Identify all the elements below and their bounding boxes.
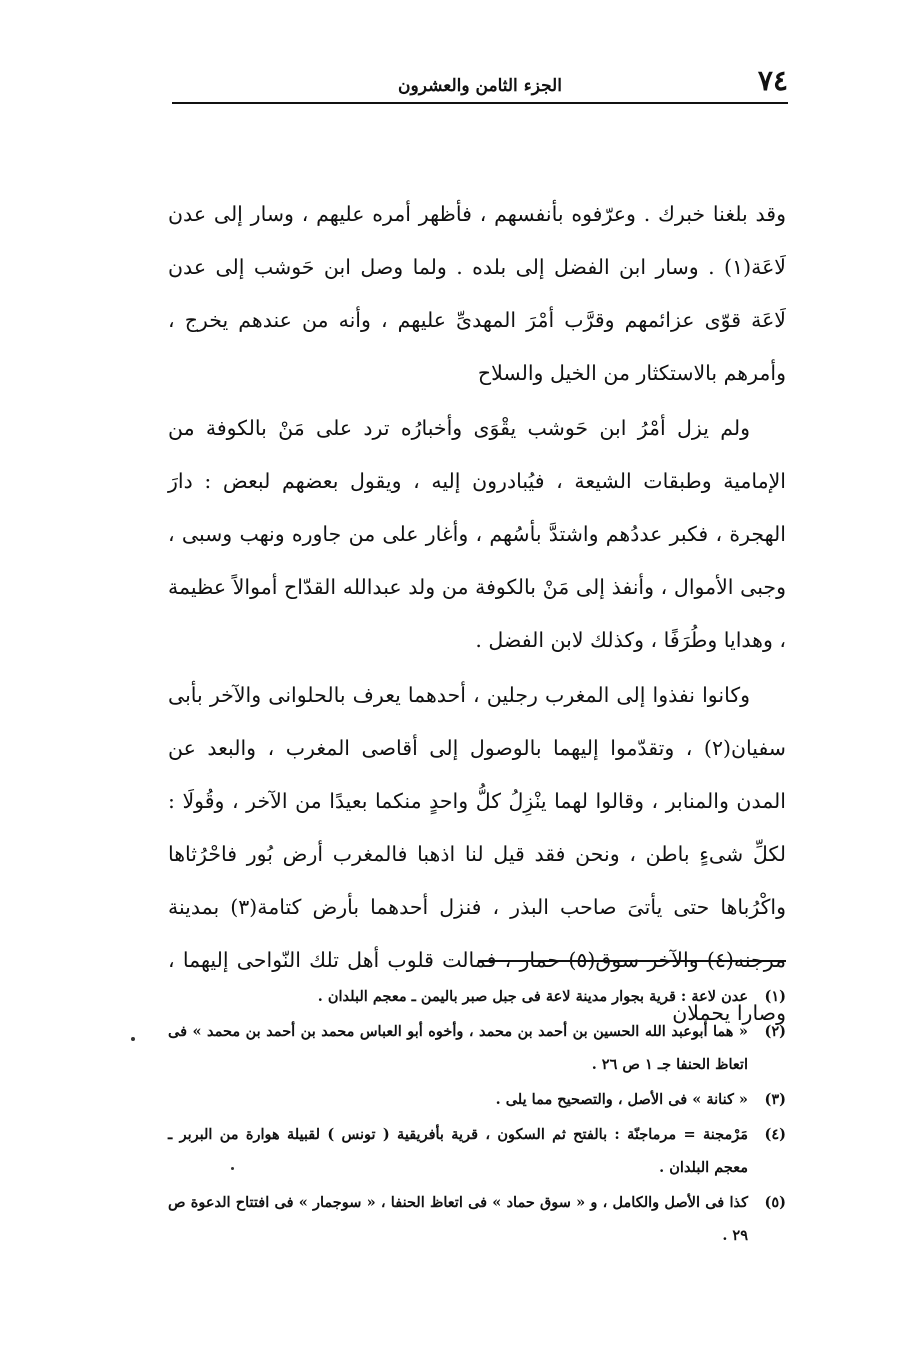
paragraph: وكانوا نفذوا إلى المغرب رجلين ، أحدهما يعرف بالحلوانى والآخر بأبى سفيان(٢) ، وتقدّموا إليهما بالوصول إلى أقاصى المغرب ، والبعد عن المدن والمنابر ، وقالوا لهما ينْزِلُ كلُّ واحدٍ منكما بعيدًا من الآخر ، وقُولَا : لكلِّ شىءٍ باطن ، ونحن فقد قيل لنا اذهبا فالمغرب أرض بُور فاحْرُثاها واكْرُباها حتى يأتىَ صاحب البذر ، فنزل أحدهما بأرض كتامة(٣) بمدينة مرجنه(٤) والآخر سوق(٥) حمار ، فمالت قلوب أهل تلك النّواحى إليهما ، وصارا يحملان [168, 683, 786, 1025]
footnote-number: (٢) [764, 1023, 786, 1040]
footnote-number: (٣) [764, 1091, 786, 1108]
footnote [168, 980, 786, 1013]
main-text [168, 188, 786, 1040]
footnote-number: (١) [764, 988, 786, 1005]
footnote-text: عدن لاعة : قرية بجوار مدينة لاعة فى جبل صبر باليمن ـ معجم البلدان . [317, 988, 748, 1005]
footnote-number: (٥) [764, 1194, 786, 1211]
paragraph: ولم يزل أمْرُ ابن حَوشب يقْوَى وأخبارُه ترد على مَنْ بالكوفة من الإمامية وطبقات الشيعة ، فيُبادرون إليه ، ويقول بعضهم لبعض : دارَ الهجرة ، فكبر عددُهم واشتدَّ بأسُهم ، وأغار على من جاوره ونهب وسبى ، وجبى الأموال ، وأنفذ إلى مَنْ بالكوفة من ولد عبدالله القدّاح أموالاً عظيمة ، وهدايا وطُرَفًا ، وكذلك لابن الفضل . [168, 416, 786, 652]
footnote-text: « كنانة » فى الأصل ، والتصحيح مما يلى . [495, 1091, 748, 1108]
footnote-text: مَرْمجنة = مرماجنّة : بالفتح ثم السكون ، قرية بأفريقية ( تونس ) لقبيلة هوارة من البربر ـ معجم البلدان . [168, 1126, 748, 1176]
running-head: الجزء الثامن والعشرون [398, 76, 562, 96]
footnote [168, 1015, 786, 1081]
footnote-text: « هما أبوعبد الله الحسين بن أحمد بن محمد ، وأخوه أبو العباس محمد بن أحمد بن محمد » فى اتعاظ الحنفا جـ ١ ص ٢٦ . [168, 1023, 748, 1073]
footnote-divider [478, 960, 786, 962]
paragraph: وقد بلغنا خبرك . وعرّفوه بأنفسهم ، فأظهر أمره عليهم ، وسار إلى عدن لَاعَة(١) . وسار ابن الفضل إلى بلده . ولما وصل ابن حَوشب إلى عدن لَاعَة قوّى عزائمهم وقرَّب أمْرَ المهدىِّ عليهم ، وأنه من عندهم يخرج ، وأمرهم بالاستكثار من الخيل والسلاح [168, 202, 786, 385]
footnote-text: كذا فى الأصل والكامل ، و « سوق حماد » فى اتعاظ الحنفا ، « سوجمار » فى افتتاح الدعوة ص ٢٩ . [168, 1194, 748, 1244]
footnote-number: (٤) [764, 1126, 786, 1143]
page-header [172, 62, 788, 104]
footnote [168, 1083, 786, 1116]
scan-speck [131, 1037, 135, 1041]
page-number: ٧٤ [757, 64, 788, 97]
footnote [168, 1118, 786, 1184]
scan-speck [231, 1167, 234, 1170]
footnotes [168, 980, 786, 1254]
footnote [168, 1186, 786, 1252]
